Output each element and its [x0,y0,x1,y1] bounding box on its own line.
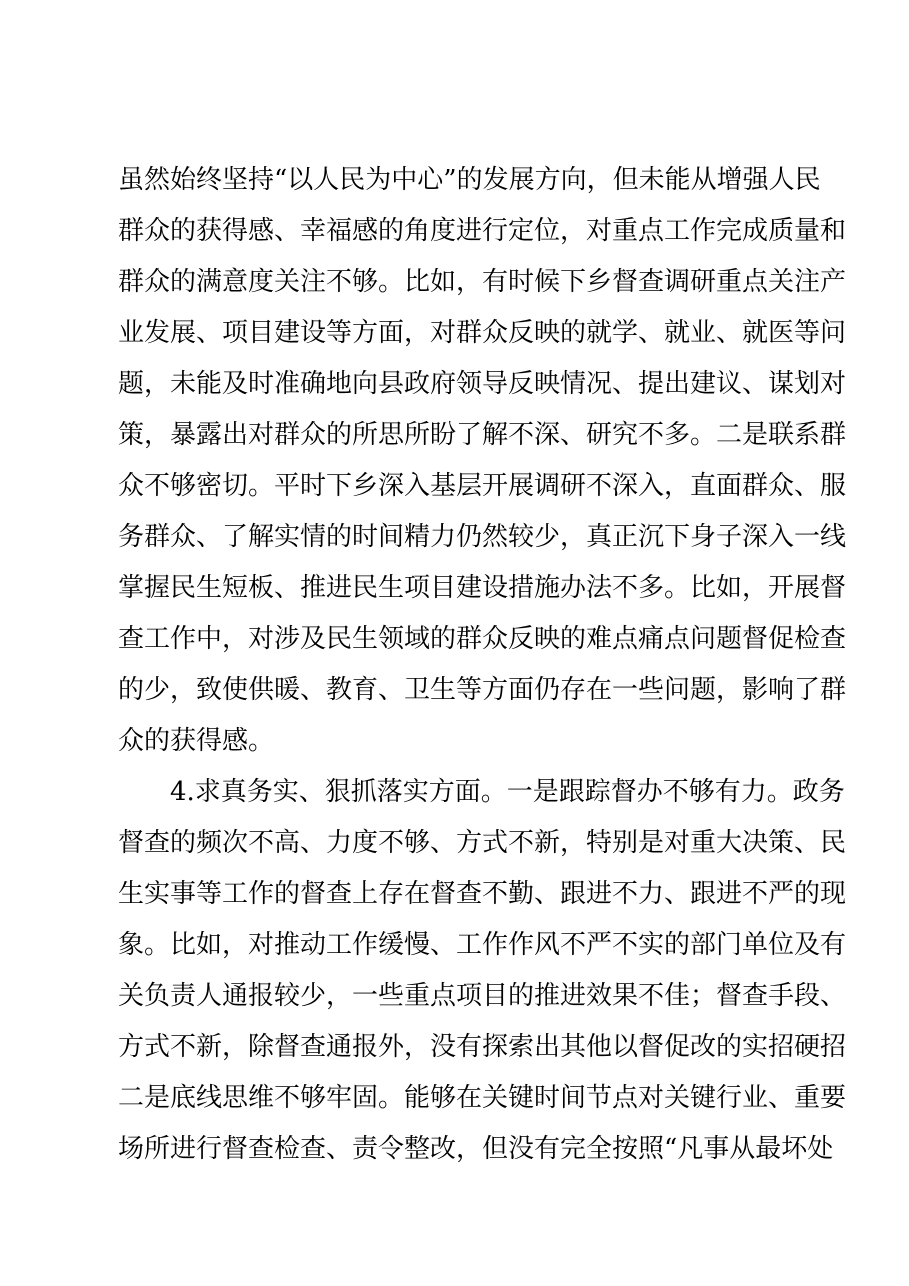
text-line: 场所进行督查检查、责令整改，但没有完全按照“凡事从最坏处 [118,1134,834,1164]
text-line: 虽然始终坚持“以人民为中心”的发展方向，但未能从增强人民 [118,165,821,195]
text-line: 方式不新，除督查通报外，没有探索出其他以督促改的实招硬招 [118,1032,847,1062]
text-line: 众不够密切。平时下乡深入基层开展调研不深入，直面群众、服 [118,471,847,501]
text-line: 象。比如，对推动工作缓慢、工作作风不严不实的部门单位及有 [118,930,847,960]
paragraph-heading-line: 4.求真务实、狠抓落实方面。一是跟踪督办不够有力。政务 [170,777,845,807]
text-line: 务群众、了解实情的时间精力仍然较少，真正沉下身子深入一线 [118,522,847,552]
text-line: 群众的获得感、幸福感的角度进行定位，对重点工作完成质量和 [118,216,847,246]
text-line: 策，暴露出对群众的所思所盼了解不深、研究不多。二是联系群 [118,420,847,450]
text-line: 督查的频次不高、力度不够、方式不新，特别是对重大决策、民 [118,828,847,858]
text-line: 群众的满意度关注不够。比如，有时候下乡督查调研重点关注产 [118,267,847,297]
text-line: 掌握民生短板、推进民生项目建设措施办法不多。比如，开展督 [118,573,847,603]
text-line: 生实事等工作的督查上存在督查不勤、跟进不力、跟进不严的现 [118,879,847,909]
text-line: 题，未能及时准确地向县政府领导反映情况、提出建议、谋划对 [118,369,847,399]
text-line: 的少，致使供暖、教育、卫生等方面仍存在一些问题，影响了群 [118,675,847,705]
text-line: 众的获得感。 [118,726,275,756]
text-line: 业发展、项目建设等方面，对群众反映的就学、就业、就医等问 [118,318,847,348]
text-line: 关负责人通报较少，一些重点项目的推进效果不佳；督查手段、 [118,981,847,1011]
text-line: 查工作中，对涉及民生领域的群众反映的难点痛点问题督促检查 [118,624,847,654]
text-line: 二是底线思维不够牢固。能够在关键时间节点对关键行业、重要 [118,1083,847,1113]
